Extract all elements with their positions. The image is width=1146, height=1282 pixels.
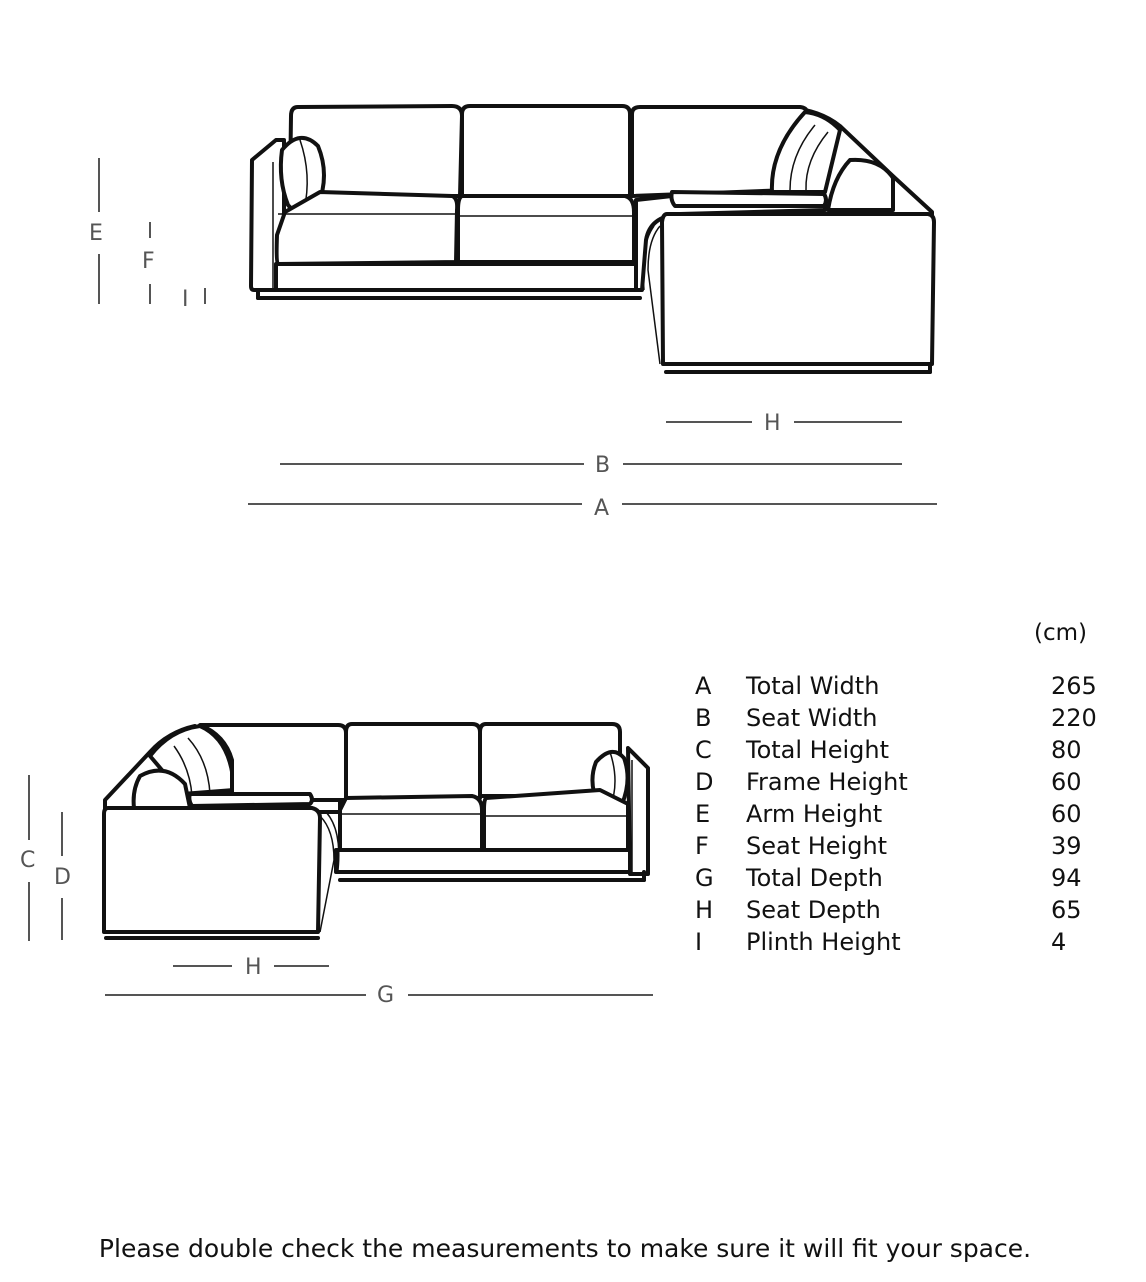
side-back-cushion-middle [346, 724, 480, 798]
measurement-name: Seat Depth [746, 896, 881, 924]
measurement-value: 94 [1051, 864, 1082, 892]
measurement-key: D [695, 768, 714, 796]
dim-label-d: D [54, 865, 71, 890]
dim-label-c: C [20, 848, 36, 873]
front-view-sofa-drawing [251, 106, 934, 372]
measurement-name: Total Width [746, 672, 880, 700]
unit-label: (cm) [1034, 620, 1087, 646]
measurement-key: A [695, 672, 712, 700]
measurement-key: I [695, 928, 703, 956]
side-left-block [104, 808, 320, 932]
measurement-value: 4 [1051, 928, 1067, 956]
measurement-row [695, 766, 1101, 798]
measurements-table [695, 670, 1101, 958]
measurement-value: 220 [1051, 704, 1097, 732]
measurement-row [695, 702, 1101, 734]
seat-cushion-left [277, 192, 457, 264]
measurement-value: 80 [1051, 736, 1082, 764]
measurement-value: 39 [1051, 832, 1082, 860]
side-seat-cushion-right [484, 790, 628, 850]
dim-label-e: E [89, 221, 103, 246]
measurement-value: 60 [1051, 800, 1082, 828]
footer-note: Please double check the measurements to make sure it will fit your space. [98, 1234, 1032, 1263]
measurement-key: B [695, 704, 712, 732]
back-cushion-middle [462, 106, 630, 196]
measurement-key: F [695, 832, 709, 860]
measurement-value: 65 [1051, 896, 1082, 924]
measurement-row [695, 798, 1101, 830]
measurement-row [695, 926, 1101, 958]
dim-label-i: I [182, 287, 189, 312]
measurement-name: Total Depth [746, 864, 883, 892]
dim-label-h-side: H [245, 955, 262, 980]
side-seat-cushion-middle [340, 796, 482, 850]
measurement-key: E [695, 800, 711, 828]
right-arm-block [662, 214, 934, 364]
measurement-name: Seat Width [746, 704, 878, 732]
measurement-key: C [695, 736, 712, 764]
measurement-row [695, 670, 1101, 702]
dim-label-h-front: H [764, 411, 781, 436]
measurement-row [695, 894, 1101, 926]
measurement-name: Plinth Height [746, 928, 901, 956]
dim-label-b: B [595, 453, 611, 478]
dim-label-g: G [377, 983, 395, 1008]
measurement-value: 265 [1051, 672, 1097, 700]
front-base-frame [276, 264, 638, 290]
measurement-key: G [695, 864, 714, 892]
corner-back-cushion-bar [671, 192, 826, 206]
dim-label-f: F [142, 249, 155, 274]
side-corner-back-bar [189, 794, 312, 806]
measurement-name: Arm Height [746, 800, 883, 828]
measurement-name: Total Height [746, 736, 890, 764]
measurement-row [695, 734, 1101, 766]
measurement-name: Seat Height [746, 832, 888, 860]
measurement-name: Frame Height [746, 768, 908, 796]
side-view-sofa-drawing [104, 724, 648, 938]
measurement-row [695, 830, 1101, 862]
seat-cushion-middle [458, 196, 634, 262]
measurement-row [695, 862, 1101, 894]
measurement-key: H [695, 896, 714, 924]
dim-label-a: A [594, 496, 610, 521]
measurement-value: 60 [1051, 768, 1082, 796]
